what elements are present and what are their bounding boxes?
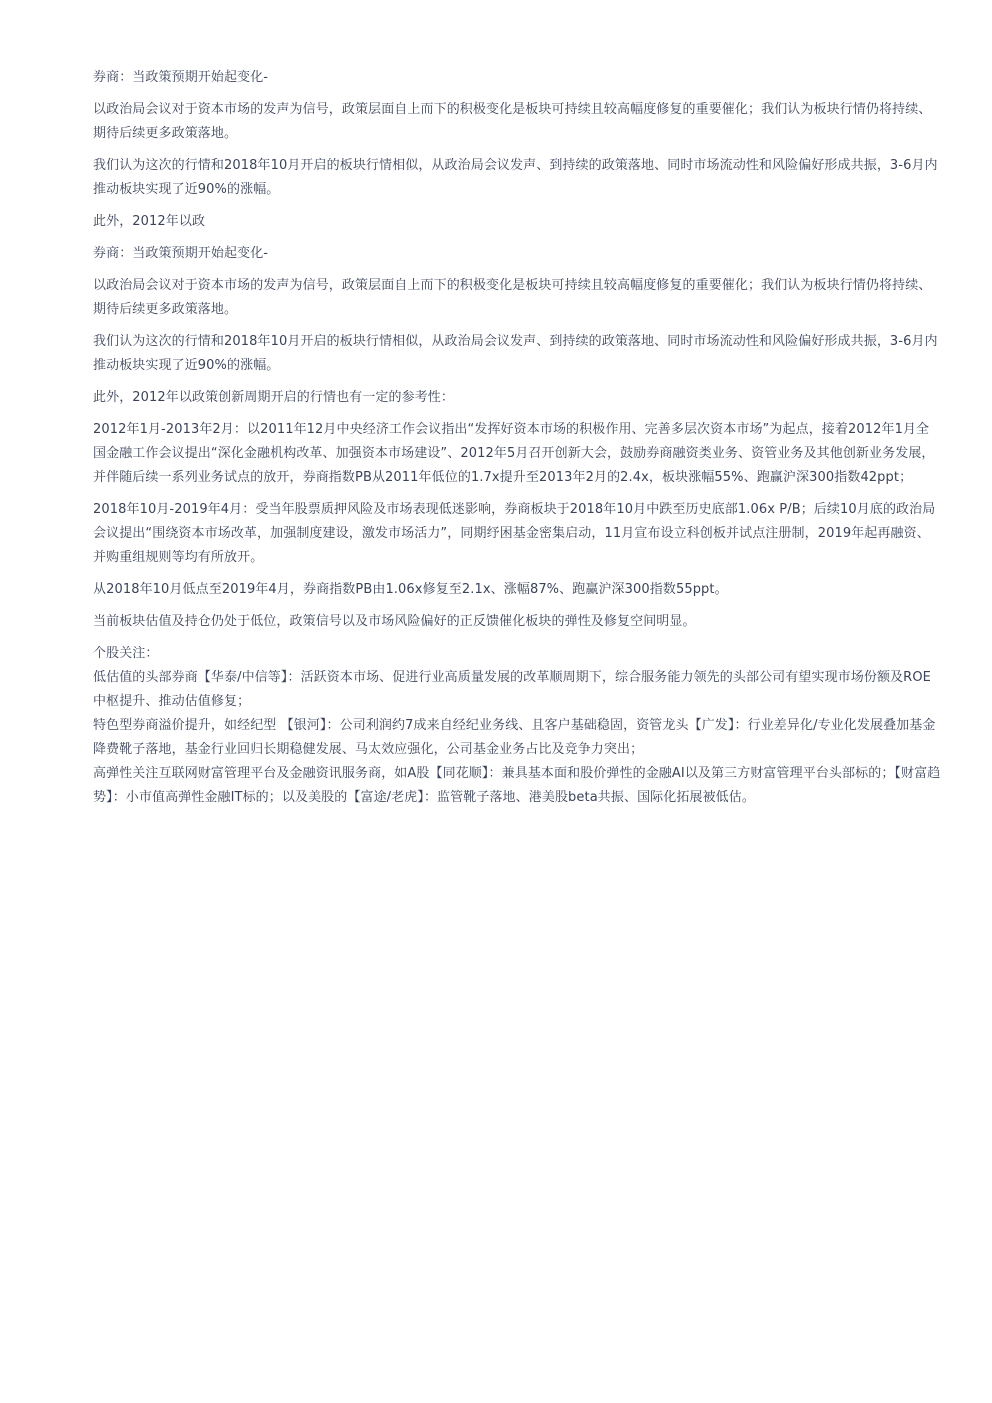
stock-pick-item: 低估值的头部券商【华泰/中信等】：活跃资本市场、促进行业高质量发展的改革顺周期下，综合服务能力领先的头部公司有望实现市场份额及ROE中枢提升、推动估值修复； — [93, 670, 931, 709]
stock-pick-item: 高弹性关注互联网财富管理平台及金融资讯服务商，如A股【同花顺】：兼具基本面和股价弹性的金融AI以及第三方财富管理平台头部标的；【财富趋势】：小市值高弹性金融IT标的；以及美股的【富途/老虎】：监管靴子落地、港美股beta共振、国际化拓展被低估。 — [93, 766, 941, 805]
section-title: 券商：当政策预期开始起变化- — [93, 246, 269, 261]
paragraph: 我们认为这次的行情和2018年10月开启的板块行情相似，从政治局会议发声、到持续的政策落地、同时市场流动性和风险偏好形成共振，3-6月内推动板块实现了近90%的涨幅。 — [93, 158, 938, 197]
paragraph: 此外，2012年以政 — [93, 214, 206, 229]
paragraph: 此外，2012年以政策创新周期开启的行情也有一定的参考性： — [93, 390, 454, 405]
stock-pick-item: 特色型券商溢价提升，如经纪型 【银河】：公司利润约7成来自经纪业务线、且客户基础稳固，资管龙头【广发】：行业差异化/专业化发展叠加基金降费靴子落地，基金行业回归长期稳健发展、马太效应强化，公司基金业务占比及竞争力突出； — [93, 718, 936, 757]
stock-picks — [93, 642, 941, 810]
stock-picks-heading: 个股关注： — [93, 646, 159, 661]
paragraph: 我们认为这次的行情和2018年10月开启的板块行情相似，从政治局会议发声、到持续的政策落地、同时市场流动性和风险偏好形成共振，3-6月内推动板块实现了近90%的涨幅。 — [93, 334, 938, 373]
document-body — [93, 66, 941, 810]
section-title: 券商：当政策预期开始起变化- — [93, 70, 269, 85]
paragraph: 以政治局会议对于资本市场的发声为信号，政策层面自上而下的积极变化是板块可持续且较高幅度修复的重要催化；我们认为板块行情仍将持续、期待后续更多政策落地。 — [93, 278, 932, 317]
paragraph: 2018年10月-2019年4月：受当年股票质押风险及市场表现低迷影响，券商板块于2018年10月中跌至历史底部1.06x P/B；后续10月底的政治局会议提出“围绕资本市场改革，加强制度建设，激发市场活力”，同期纾困基金密集启动，11月宣布设立科创板并试点注册制，2019年起再融资、并购重组规则等均有所放开。 — [93, 502, 936, 565]
paragraph: 当前板块估值及持仓仍处于低位，政策信号以及市场风险偏好的正反馈催化板块的弹性及修复空间明显。 — [93, 614, 696, 629]
paragraph: 以政治局会议对于资本市场的发声为信号，政策层面自上而下的积极变化是板块可持续且较高幅度修复的重要催化；我们认为板块行情仍将持续、期待后续更多政策落地。 — [93, 102, 932, 141]
paragraph: 从2018年10月低点至2019年4月，券商指数PB由1.06x修复至2.1x、涨幅87%、跑赢沪深300指数55ppt。 — [93, 582, 728, 597]
paragraph: 2012年1月-2013年2月：以2011年12月中央经济工作会议指出“发挥好资本市场的积极作用、完善多层次资本市场”为起点，接着2012年1月全国金融工作会议提出“深化金融机构改革、加强资本市场建设”、2012年5月召开创新大会，鼓励券商融资类业务、资管业务及其他创新业务发展，并伴随后续一系列业务试点的放开，券商指数PB从2011年低位的1.7x提升至2013年2月的2.4x，板块涨幅55%、跑赢沪深300指数42ppt； — [93, 422, 935, 485]
